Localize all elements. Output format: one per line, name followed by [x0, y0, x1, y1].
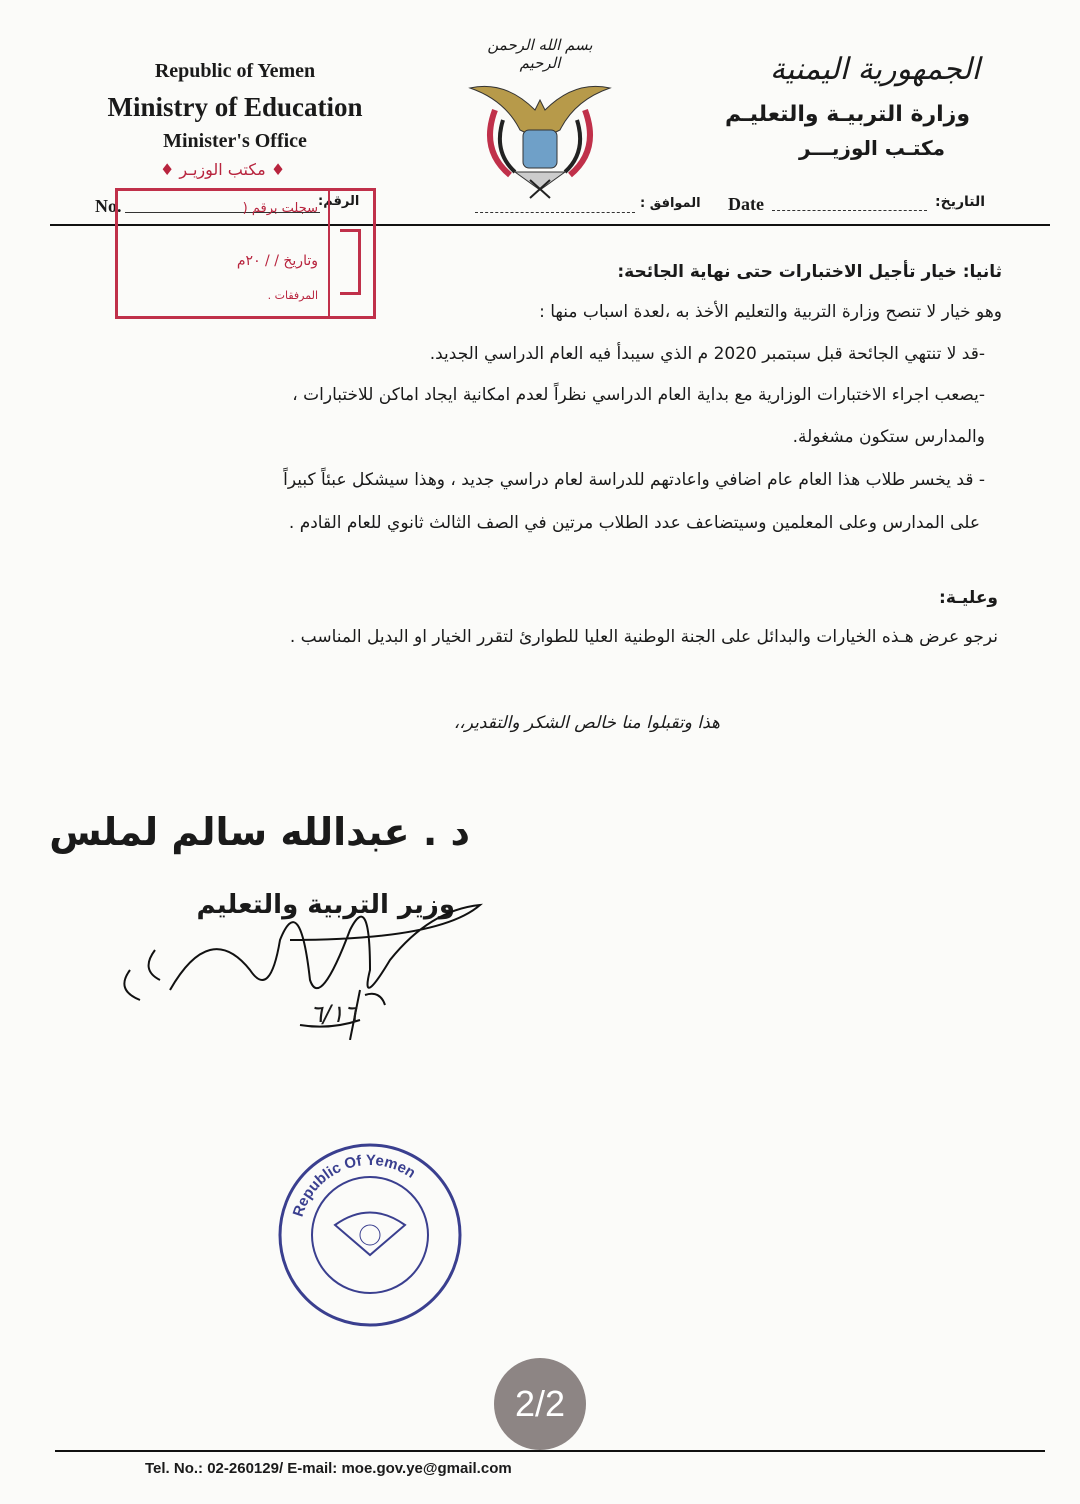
stamp-registered: سجلت برقم (: [242, 201, 318, 216]
date-field: [772, 210, 927, 211]
header-country-en: Republic of Yemen: [154, 60, 316, 82]
handwritten-signature: [110, 880, 500, 1040]
stamp-mark: [340, 229, 361, 295]
stamp-attachments: المرفقات .: [267, 289, 318, 302]
date-label: Date: [728, 194, 764, 214]
svg-text:Republic Of Yemen: Republic Of Yemen: [289, 1151, 419, 1219]
reason-line-2: -يصعب اجراء الاختبارات الوزارية مع بداية العام الدراسي نظراً لعدم امكانية ايجاد اماكن للاختبارات ،: [292, 385, 985, 405]
header-country-ar: الجمهورية اليمنية: [769, 52, 980, 87]
conclusion-text: نرجو عرض هـذه الخيارات والبدائل على الجنة الوطنية العليا للطوارئ لتقرر الخيار او البديل المناسب .: [289, 627, 998, 647]
closing-text: هذا وتقبلوا منا خالص الشكر والتقدير،،: [453, 713, 720, 733]
signatory-title: وزير التربية والتعليم: [196, 890, 455, 920]
header-office-en: Minister's Office: [163, 130, 307, 152]
header-ministry-ar: وزارة التربيـة والتعليـم: [724, 102, 970, 127]
office-stamp: [115, 188, 376, 319]
footer-divider: [55, 1450, 1045, 1452]
reason-line-3: والمدارس ستكون مشغولة.: [792, 427, 985, 447]
stamp-date: وتاريخ / / ٢٠م: [236, 253, 318, 269]
header-office-ar: مكتـب الوزيـــر: [798, 136, 945, 160]
yemen-emblem: [465, 80, 615, 200]
signature-date-note: ٦/١٦: [310, 1000, 357, 1028]
signatory-name: د . عبدالله سالم لملس: [49, 810, 470, 854]
stamp-title: ♦ مكتب الوزيـر ♦: [160, 160, 286, 179]
agreeing-field: [475, 212, 635, 213]
footer-contact: Tel. No.: 02-260129/ E-mail: moe.gov.ye@gmail.com: [145, 1460, 512, 1477]
section-heading: ثانيا: خيار تأجيل الاختبارات حتى نهاية الجائحة:: [617, 262, 1002, 282]
conclusion-label: وعليـة:: [939, 588, 998, 608]
number-label: No.: [95, 196, 122, 216]
date-label-ar: التاريخ:: [935, 194, 986, 210]
ministry-round-seal: [275, 1140, 465, 1330]
basmala: بسم الله الرحمن الرحيم: [487, 36, 593, 72]
intro-text: وهو خيار لا تنصح وزارة التربية والتعليم الأخذ به ،لعدة اسباب منها :: [539, 302, 1002, 322]
header-ministry-en: Ministry of Education: [107, 92, 363, 122]
number-label-ar: الرقم:: [318, 194, 360, 209]
reason-line-5: على المدارس وعلى المعلمين وسيتضاعف عدد الطلاب مرتين في الصف الثالث ثانوي للعام القادم .: [288, 513, 980, 533]
reason-line-4: - قد يخسر طلاب هذا العام عام اضافي واعادتهم للدراسة لعام دراسي جديد ، وهذا سيشكل عبئاً كبيراً: [283, 470, 985, 490]
reason-line-1: -قد لا تنتهي الجائحة قبل سبتمبر 2020 م الذي سيبدأ فيه العام الدراسي الجديد.: [429, 344, 985, 364]
page-indicator: 2/2: [494, 1358, 586, 1450]
stamp-divider: [328, 191, 330, 316]
agreeing-label-ar: الموافق :: [640, 196, 701, 211]
